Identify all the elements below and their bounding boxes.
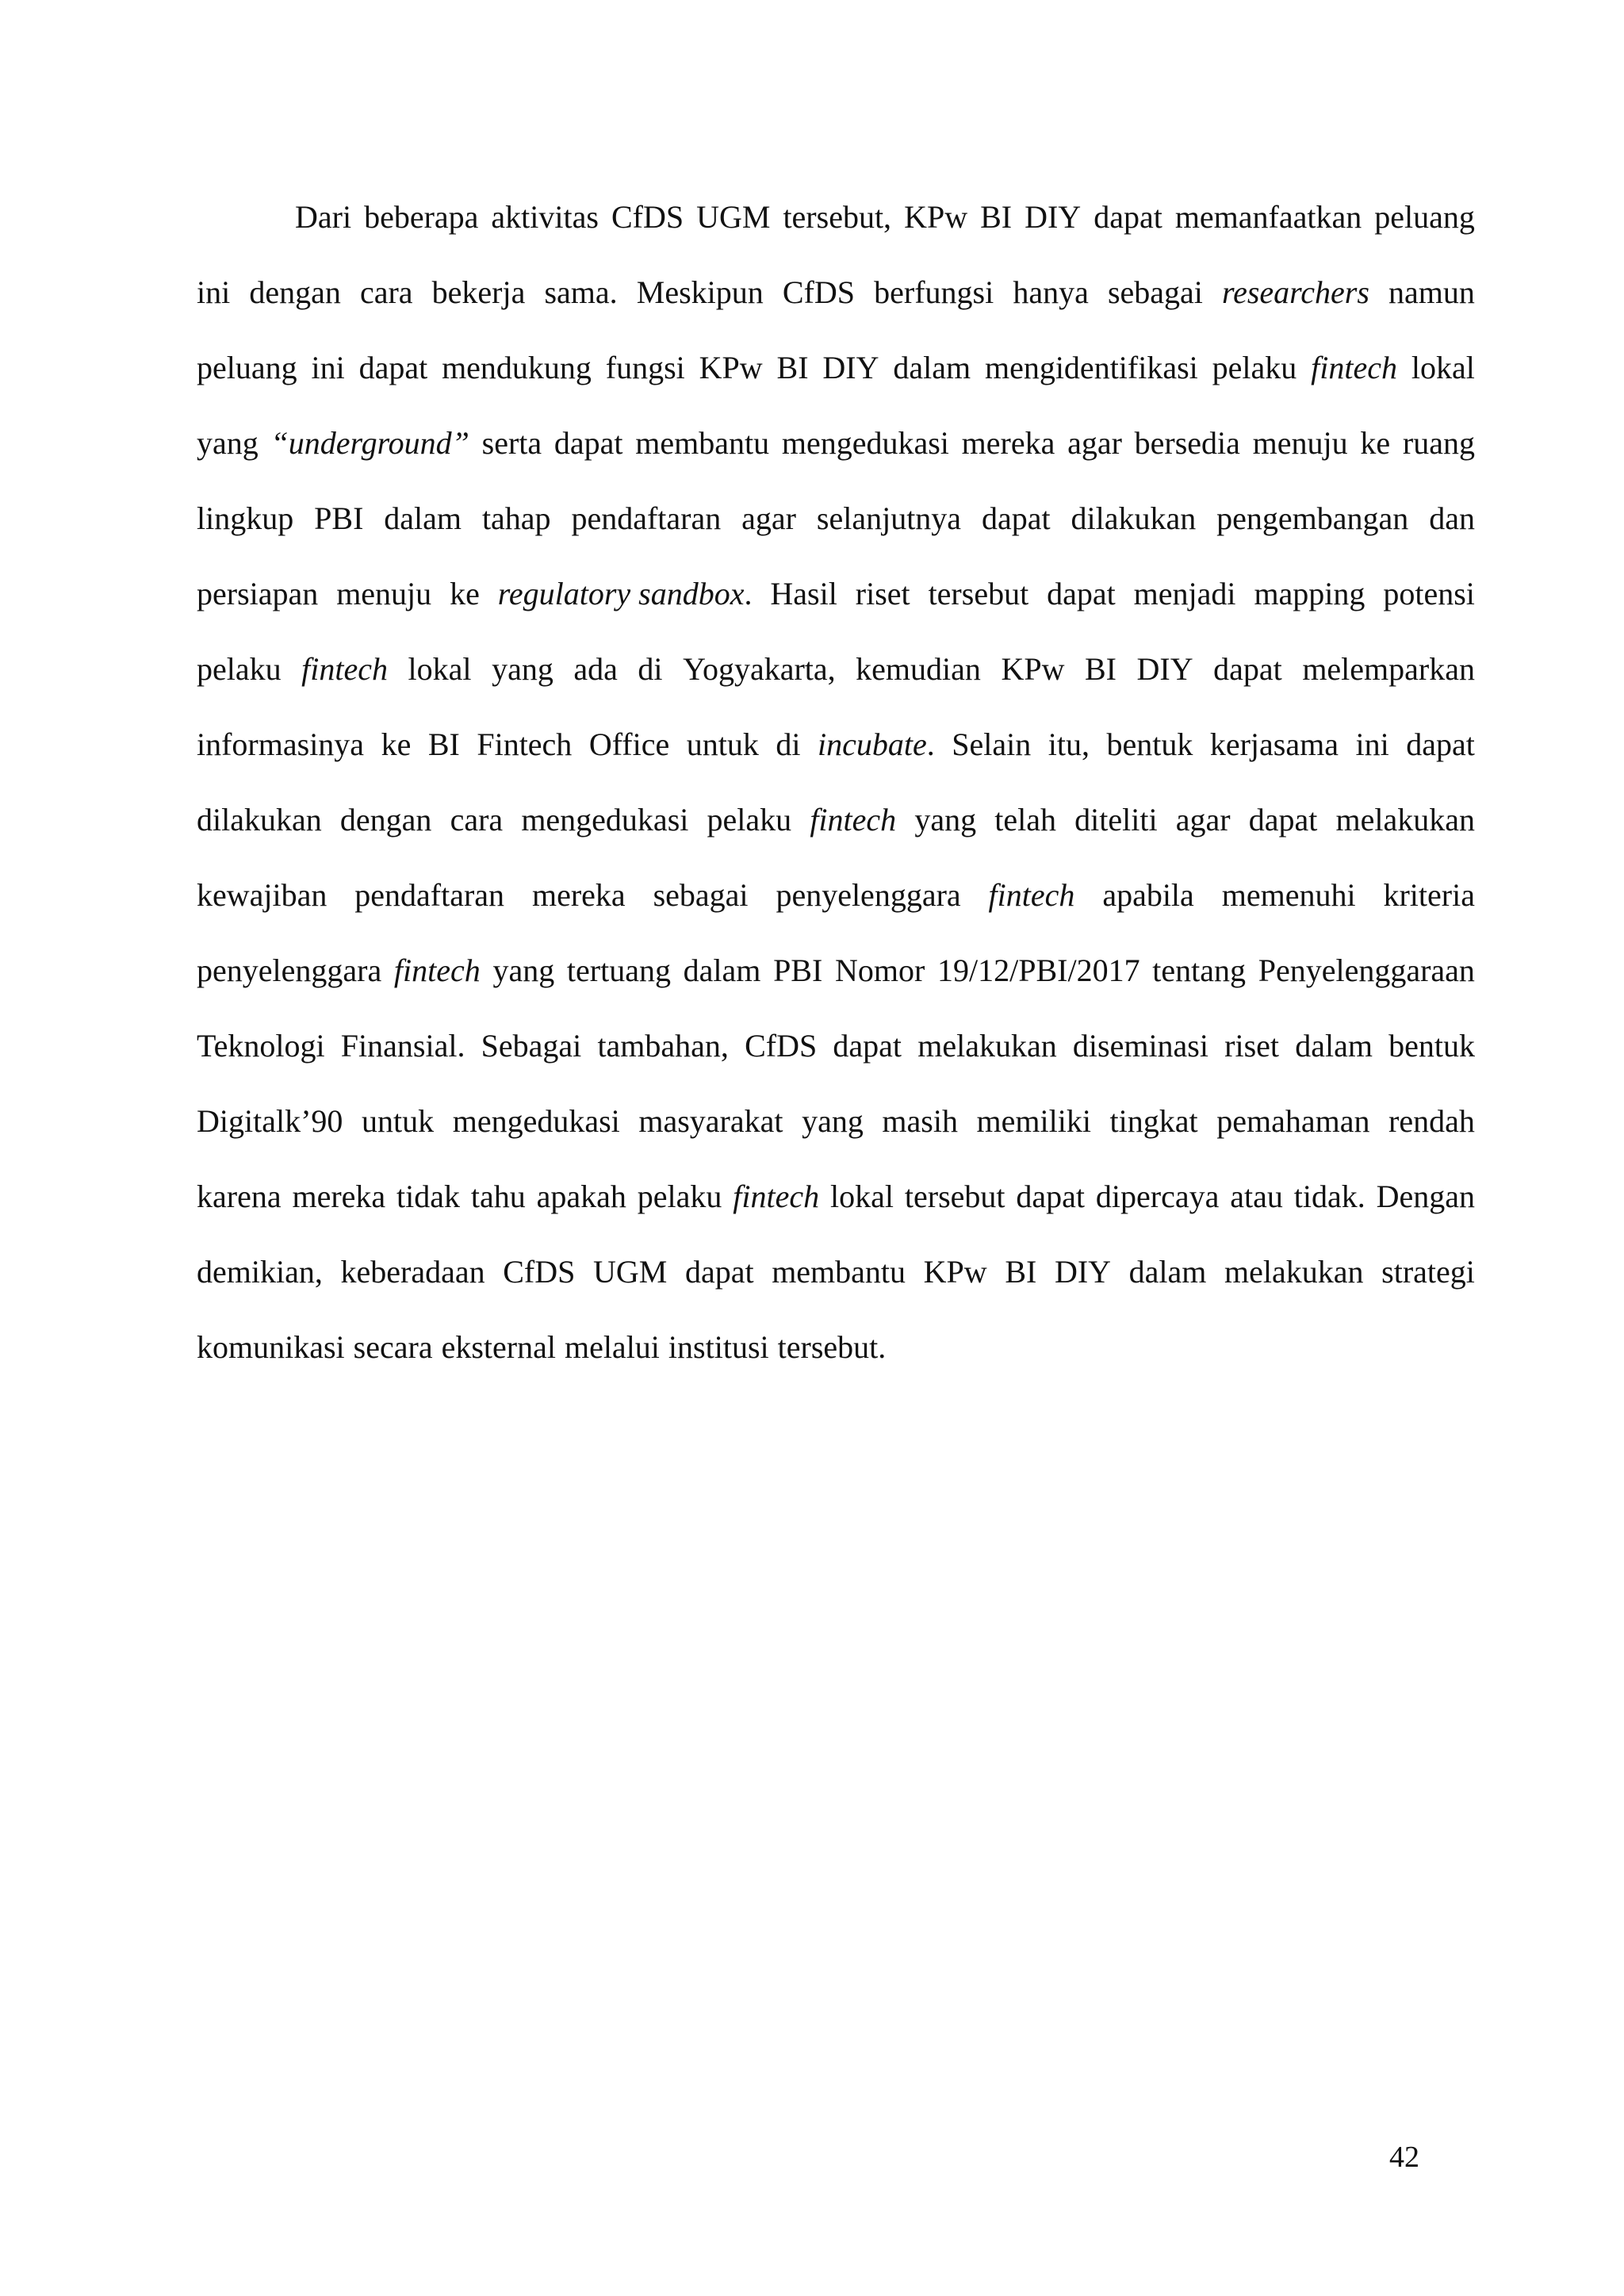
word: telah [994,802,1056,838]
word: DIY [1054,1254,1112,1290]
word: membantu [772,1254,906,1290]
word: Fintech [477,726,573,762]
word: CfDS [611,199,684,235]
word: Nomor [835,953,925,988]
word: 19/12/PBI/2017 [937,953,1140,988]
word: dapat [684,1254,754,1290]
word: dapat [553,425,623,461]
word: potensi [1383,576,1475,611]
word: ini [311,350,345,385]
word: dapat [833,1028,902,1064]
word: mengedukasi [521,802,689,838]
word: mengedukasi [452,1103,620,1139]
word: Dari [295,199,352,235]
word: masyarakat [638,1103,783,1139]
word: Teknologi [197,1028,325,1064]
word: mereka [961,425,1055,461]
word: PBI [314,500,364,536]
word: peluang [197,350,297,385]
word: DIY [822,350,879,385]
word: demikian, [197,1254,323,1290]
word: kemudian [856,651,981,687]
word: tersebut. [777,1329,887,1365]
word: secara [353,1329,433,1365]
word: informasinya [197,726,365,762]
word: agar [1175,802,1231,838]
word: dalam [683,953,761,988]
word: dalam [893,350,971,385]
word: komunikasi [197,1329,345,1365]
word: CfDS [782,274,856,310]
word: penyelenggara [776,877,961,913]
word: memenuhi [1221,877,1356,913]
word: memiliki [976,1103,1091,1139]
word: tambahan, [597,1028,729,1064]
word: namun [1388,274,1475,310]
word: UGM [696,199,771,235]
word: tertuang [566,953,671,988]
word: strategi [1381,1254,1475,1290]
word: ke [1360,425,1391,461]
word: selanjutnya [816,500,962,536]
italic-word: fintech [988,877,1075,913]
word: tentang [1152,953,1247,988]
word: pengembangan [1216,500,1409,536]
italic-word: incubate. [818,726,935,762]
word: mengedukasi [781,425,949,461]
word: CfDS [745,1028,818,1064]
word: mereka [292,1179,386,1214]
text-line [197,726,1475,764]
text-line [197,575,1475,613]
word: melakukan [1224,1254,1364,1290]
word: tidak. [1293,1179,1365,1214]
word: memanfaatkan [1174,199,1362,235]
word: tidak [396,1179,461,1214]
word: melakukan [917,1028,1057,1064]
word: pelaku [197,651,282,687]
word: Meskipun [636,274,764,310]
word: yang [492,651,553,687]
word: BI [1005,1254,1037,1290]
word: ini [197,274,231,310]
word: tersebut, [783,199,892,235]
word: kewajiban [197,877,327,913]
italic-word: regulatory sandbox. [497,576,753,611]
italic-word: fintech [1311,350,1397,385]
word: berfungsi [874,274,994,310]
word: di [776,726,801,762]
word: yang [802,1103,864,1139]
word: membantu [635,425,770,461]
italic-word: researchers [1222,274,1369,310]
word: itu, [1048,726,1090,762]
word: mapping [1254,576,1365,611]
word: BI [1085,651,1116,687]
word: bersedia [1134,425,1240,461]
word: sebagai [1107,274,1203,310]
word: diteliti [1074,802,1158,838]
word: ada [573,651,618,687]
word: BI [776,350,809,385]
word: ke [450,576,480,611]
text-line [295,198,1475,236]
text-line [197,424,1475,462]
word: pendaftaran [571,500,722,536]
word: dalam [1295,1028,1373,1064]
word: dapat [1047,576,1116,611]
word: cara [359,274,413,310]
word: Office [588,726,670,762]
word: Sebagai [481,1028,582,1064]
word: menuju [1252,425,1348,461]
text-line [197,1027,1475,1065]
word: KPw [1001,651,1065,687]
word: BI [980,199,1013,235]
word: lokal [1411,350,1475,385]
word: KPw [904,199,968,235]
text-line [197,952,1475,990]
word: mengidentifikasi [984,350,1198,385]
italic-word: fintech [733,1179,820,1214]
word: BI [427,726,460,762]
word: bekerja [431,274,526,310]
text-line [197,1328,1475,1366]
word: menuju [336,576,432,611]
word: peluang [1374,199,1475,235]
word: hanya [1013,274,1089,310]
word: agar [1067,425,1122,461]
text-line [197,349,1475,387]
word: dapat [1016,1179,1086,1214]
word: KPw [923,1254,987,1290]
word: pendaftaran [354,877,505,913]
word: pelaku [707,802,792,838]
italic-word: “underground” [270,425,469,461]
word: dan [1429,500,1475,536]
word: dapat [358,350,428,385]
word: ke [381,726,412,762]
word: dilakukan [1071,500,1197,536]
word: cara [450,802,504,838]
word: UGM [592,1254,668,1290]
word: KPw [699,350,763,385]
word: atau [1230,1179,1283,1214]
word: lingkup [197,500,294,536]
word: melemparkan [1302,651,1475,687]
word: dalam [384,500,462,536]
text-line [197,876,1475,914]
word: ini [1355,726,1389,762]
word: bentuk [1106,726,1193,762]
word: yang [197,425,259,461]
word: riset [1224,1028,1280,1064]
word: masih [882,1103,958,1139]
word: dapat [1094,199,1162,235]
word: sebagai [653,877,749,913]
word: pelaku [637,1179,722,1214]
word: yang [914,802,977,838]
word: lokal [408,651,472,687]
word: keberadaan [340,1254,485,1290]
text-line [197,500,1475,538]
word: dapat [1213,651,1282,687]
word: tersebut [928,576,1029,611]
word: mereka [531,877,626,913]
text-line [197,1102,1475,1140]
word: dipercaya [1095,1179,1220,1214]
word: untuk [686,726,759,762]
word: tersebut [904,1179,1005,1214]
word: Digitalk’90 [197,1103,343,1139]
word: Finansial. [340,1028,465,1064]
text-line [197,274,1475,312]
word: penyelenggara [197,953,382,988]
word: Penyelenggaraan [1258,953,1475,988]
word: pelaku [1212,350,1297,385]
word: rendah [1388,1103,1475,1139]
word: tingkat [1109,1103,1198,1139]
word: persiapan [197,576,319,611]
word: kriteria [1383,877,1475,913]
word: dengan [249,274,341,310]
word: Dengan [1376,1179,1475,1214]
word: karena [197,1179,282,1214]
word: dapat [981,500,1051,536]
word: mendukung [442,350,592,385]
word: pemahaman [1216,1103,1370,1139]
word: tahap [481,500,551,536]
word: dilakukan [197,802,322,838]
word: ruang [1402,425,1475,461]
italic-word: fintech [301,651,389,687]
word: Hasil [770,576,837,611]
word: aktivitas [491,199,599,235]
word: diseminasi [1072,1028,1208,1064]
text-line [197,801,1475,839]
word: dapat [1248,802,1318,838]
text-line [197,1253,1475,1291]
word: apakah [536,1179,626,1214]
word: tahu [470,1179,526,1214]
word: DIY [1136,651,1193,687]
word: agar [741,500,796,536]
word: riset [855,576,910,611]
word: sama. [544,274,618,310]
word: melalui [564,1329,660,1365]
word: menjadi [1133,576,1236,611]
word: DIY [1025,199,1082,235]
word: bentuk [1388,1028,1475,1064]
word: untuk [362,1103,435,1139]
page-number: 42 [1389,2141,1419,2174]
word: institusi [668,1329,769,1365]
word: dalam [1128,1254,1207,1290]
text-line [197,650,1475,688]
word: fungsi [605,350,685,385]
word: dengan [339,802,432,838]
word: CfDS [503,1254,576,1290]
word: Selain [952,726,1032,762]
word: beberapa [364,199,479,235]
word: apabila [1102,877,1194,913]
word: lokal [830,1179,894,1214]
word: melakukan [1335,802,1475,838]
word: di [638,651,663,687]
word: Yogyakarta, [683,651,836,687]
word: dapat [1406,726,1475,762]
word: PBI [773,953,823,988]
word: kerjasama [1209,726,1339,762]
italic-word: fintech [810,802,897,838]
word: eksternal [441,1329,556,1365]
word: serta [481,425,542,461]
word: yang [492,953,555,988]
italic-word: fintech [393,953,481,988]
text-line [197,1178,1475,1216]
